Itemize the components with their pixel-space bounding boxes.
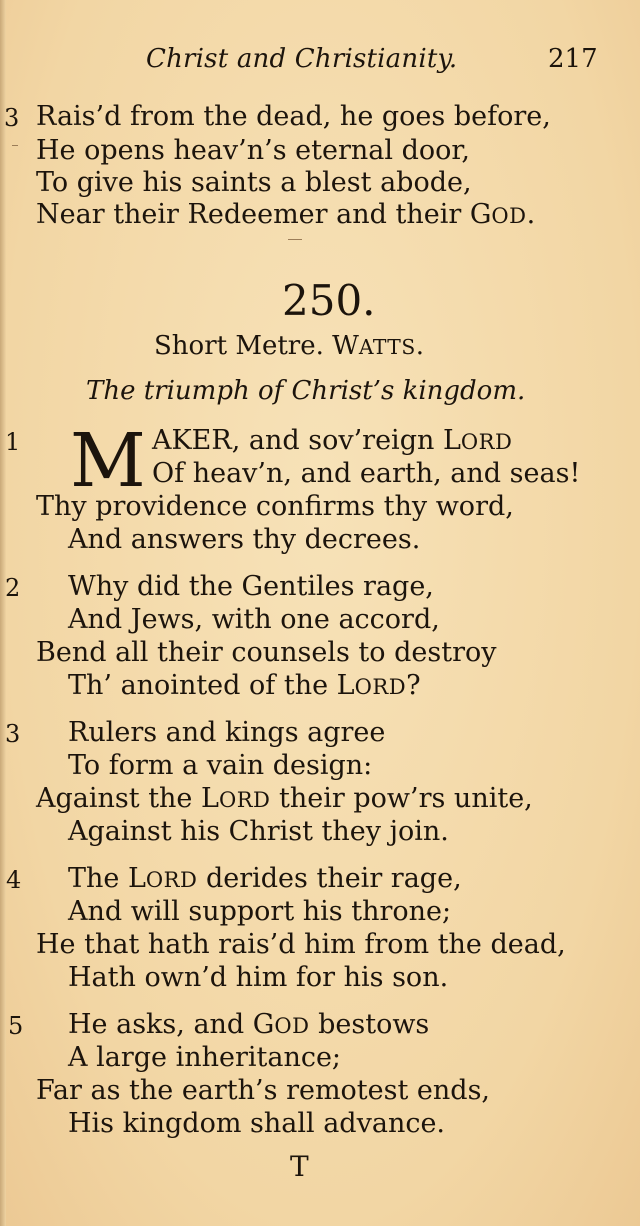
verse-line: Why did the Gentiles rage, — [68, 571, 434, 602]
page-number: 217 — [548, 44, 598, 74]
running-header-title: Christ and Christianity. — [146, 44, 458, 74]
verse-line: Rais’d from the dead, he goes before, — [36, 101, 551, 132]
verse-line: Near their Redeemer and their GOD. — [36, 199, 536, 230]
verse-line: Hath own’d him for his son. — [68, 962, 449, 993]
stanza-number: 3 — [4, 104, 20, 132]
verse-line: AKER, and sov’reign LORD — [152, 425, 513, 456]
verse-line: The LORD derides their rage, — [68, 863, 462, 894]
hymn-number: 250. — [282, 276, 376, 325]
verse-line: He opens heav’n’s eternal door, — [36, 135, 470, 166]
verse-line: He that hath rais’d him from the dead, — [36, 929, 566, 960]
verse-line: Th’ anointed of the LORD? — [68, 670, 421, 701]
verse-line: And will support his throne; — [68, 896, 452, 927]
drop-cap: M — [70, 418, 146, 504]
verse-line: Thy providence confirms thy word, — [36, 491, 514, 522]
hymn-meter-author: Short Metre. WATTS. — [154, 331, 424, 361]
page-edge — [0, 0, 6, 1226]
stanza-number: 3 — [5, 720, 21, 748]
verse-line: To form a vain design: — [68, 750, 373, 781]
stanza-number: 4 — [6, 866, 22, 894]
stanza-number: 5 — [8, 1012, 24, 1040]
verse-line: Rulers and kings agree — [68, 717, 386, 748]
ornament-dash — [288, 239, 302, 240]
verse-line: Bend all their counsels to destroy — [36, 637, 497, 668]
hymn-subtitle: The triumph of Christ’s kingdom. — [86, 376, 526, 406]
verse-line: And Jews, with one accord, — [68, 604, 440, 635]
verse-line: To give his saints a blest abode, — [36, 167, 472, 198]
verse-line: Against the LORD their pow’rs unite, — [36, 783, 533, 814]
ornament-dash — [12, 145, 18, 146]
verse-line: Far as the earth’s remotest ends, — [36, 1075, 491, 1106]
verse-line: A large inheritance; — [68, 1042, 342, 1073]
stanza-number: 1 — [5, 428, 21, 456]
verse-line: And answers thy decrees. — [68, 524, 421, 555]
verse-line: Of heav’n, and earth, and seas! — [152, 458, 581, 489]
catchword: T — [290, 1150, 309, 1183]
verse-line: Against his Christ they join. — [68, 816, 449, 847]
stanza-number: 2 — [5, 574, 21, 602]
verse-line: He asks, and GOD bestows — [68, 1009, 430, 1040]
verse-line: His kingdom shall advance. — [68, 1108, 446, 1139]
